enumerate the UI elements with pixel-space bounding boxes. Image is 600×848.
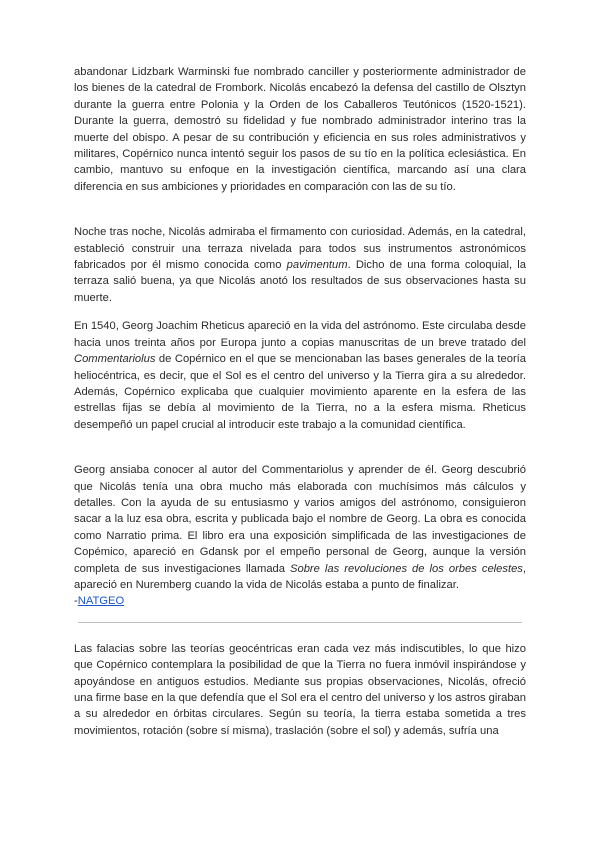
paragraph-pavimentum-text-a: Noche tras noche, Nicolás admiraba el firmamento con curiosidad. Además, en la catedral, estableció construir una terraza nivelada para todos sus instrumentos astronómicos fabricados por él mismo conocida como xyxy=(74,226,526,272)
paragraph-rheticus-text-b: de Copérnico en el que se mencionaban las bases generales de la teoría heliocéntrica, es decir, que el Sol es el centro del universo y la Tierra gira a su alrededor. Además, Copérnico explicaba que cualquier movimiento aparente en la esfera de las estrellas fijas se debía al movimiento de la Tierra, no a la esfera misma. Rheticus desempeñó un papel crucial al introducir este trabajo a la comunidad científica. xyxy=(74,353,526,431)
document-body xyxy=(74,64,526,739)
source-line xyxy=(74,593,526,609)
paragraph-georg-text-b: , apareció en Nuremberg cuando la vida de Nicolás estaba a punto de finalizar. xyxy=(74,562,526,591)
paragraph-rheticus-text-a: En 1540, Georg Joachim Rheticus apareció en la vida del astrónomo. Este circulaba desde hacia unos treinta años por Europa junto a copias manuscritas de un breve tratado del xyxy=(74,320,526,349)
paragraph-georg xyxy=(74,462,526,593)
horizontal-divider xyxy=(78,622,522,623)
paragraph-frombork-text: abandonar Lidzbark Warminski fue nombrado canciller y posteriormente administrador de los bienes de la catedral de Frombork. Nicolás encabezó la defensa del castillo de Olsztyn durante la guerra entre Polonia y la Orden de los Caballeros Teutónicos (1520-1521). Durante la guerra, demostró su fidelidad y fue nombrado administrador interino tras la muerte del obispo. A pesar de su contribución y eficiencia en sus roles administrativos y militares, Copérnico nunca intentó seguir los pasos de su tío en la política eclesiástica. En cambio, mantuvo su enfoque en la investigación científica, marcando así una clara diferencia en sus ambiciones y prioridades en comparación con las de su tío. xyxy=(74,66,526,193)
paragraph-georg-italic: Sobre las revoluciones de los orbes celestes xyxy=(290,562,523,575)
paragraph-pavimentum-italic: pavimentum xyxy=(286,259,348,272)
source-dash: - xyxy=(74,595,78,608)
paragraph-georg-text-a: Georg ansiaba conocer al autor del Commentariolus y aprender de él. Georg descubrió que Nicolás tenía una obra mucho más elaborada con muchísimos más cálculos y detalles. Con la ayuda de su entusiasmo y varios amigos del astrónomo, consiguieron sacar a la luz esa obra, escrita y publicada bajo el nombre de Georg. La obra es conocida como Narratio prima. El libro era una exposición simplificada de las investigaciones de Copémico, apareció en Gdansk por el empeño personal de Georg, aunque la versión completa de sus investigaciones llamada xyxy=(74,464,526,575)
paragraph-pavimentum-text-b: . Dicho de una forma coloquial, la terraza salió buena, ya que Nicolás anotó los resultados de sus observaciones hasta su muerte. xyxy=(74,259,526,304)
source-link-natgeo[interactable]: NATGEO xyxy=(77,595,125,608)
paragraph-falacias-text: Las falacias sobre las teorías geocéntricas eran cada vez más indiscutibles, lo que hizo que Copérnico contemplara la posibilidad de que la Tierra no fuera inmóvil inspirándose y apoyándose en antiguos estudios. Mediante sus propias observaciones, Nicolás, ofreció una firme base en la que defendía que el Sol era el centro del universo y los astros giraban a su alrededor en órbitas circulares. Según su teoría, la tierra estaba sometida a tres movimientos, rotación (sobre sí misma), traslación (sobre el sol) y además, sufría una xyxy=(74,642,526,737)
paragraph-frombork xyxy=(74,64,526,195)
paragraph-rheticus-italic: Commentariolus xyxy=(74,353,156,366)
paragraph-falacias xyxy=(74,641,526,739)
paragraph-rheticus xyxy=(74,318,526,433)
paragraph-pavimentum xyxy=(74,224,526,306)
